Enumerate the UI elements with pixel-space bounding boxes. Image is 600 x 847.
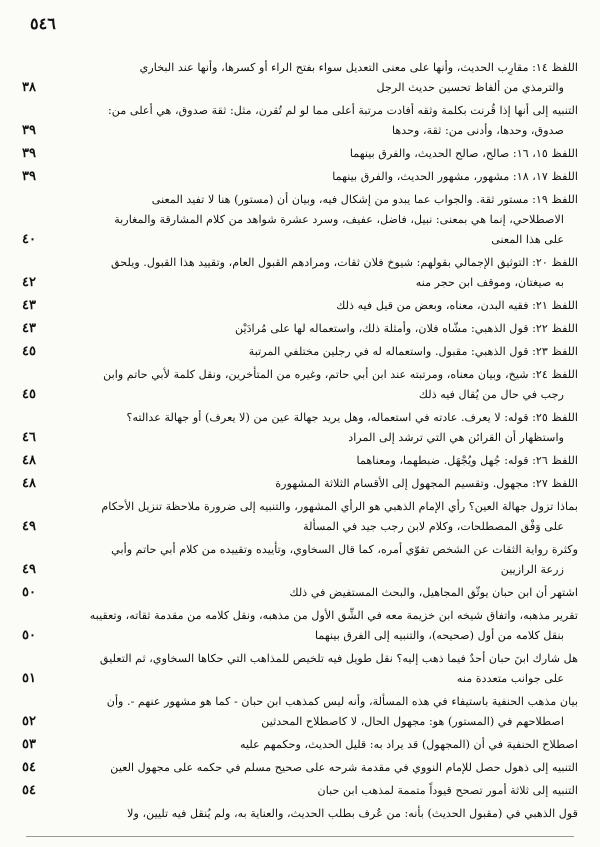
entry-line: واستظهار أن القرائن هي التي ترشد إلى المراد	[348, 431, 564, 444]
entry-text	[44, 451, 578, 471]
entry-page-number: ٥٤	[22, 760, 36, 775]
toc-entry	[22, 365, 578, 405]
entry-line: اللفظ ٢٢: قول الذهبي: مشّاه فلان، وأمثلة ذلك، واستعماله لها على مُرادَيْن	[234, 322, 578, 335]
entry-text	[44, 190, 578, 250]
entry-line: تقرير مذهبه، واتفاق شيخه ابن خزيمة معه في الشِّق الأول من مذهبه، ونقل كلامه من مقدمة ثقاته، وتعقيبه	[89, 609, 578, 622]
entry-page-number: ٤٣	[22, 298, 36, 313]
entry-line: هل شارك ابنَ حبان أحدٌ فيما ذهب إليه؟ نقل طويل فيه تلخيص للمذاهب التي حكاها السخاوي، ثم التعليق	[99, 652, 578, 665]
entry-line: اللفظ ٢٦: قوله: جُهل ويُجْهَل. ضبطهما، ومعناهما	[356, 454, 578, 467]
toc-entry	[22, 606, 578, 646]
entry-text	[44, 58, 578, 98]
entry-page-number: ٤٩	[22, 562, 36, 577]
entry-page-number: ٤٨	[22, 453, 36, 468]
entry-page-number: ٣٩	[22, 169, 36, 184]
entry-text	[44, 781, 578, 801]
entry-page-number: ٥٤	[22, 783, 36, 798]
toc-entry	[22, 451, 578, 471]
entry-page-number: ٤٦	[22, 430, 36, 445]
entry-line: صدوق، وحدها، وأدنى من: ثقة، وحدها	[391, 124, 564, 137]
toc-entry	[22, 58, 578, 98]
toc-entry	[22, 649, 578, 689]
entry-page-number: ٤٣	[22, 321, 36, 336]
entry-line: والترمذي من ألفاظ تحسين حديث الرجل	[376, 81, 564, 94]
entry-text	[44, 342, 578, 362]
entry-line: اصطلاح الحنفية في أن (المجهول) قد يراد به: قليل الحديث، وحكمهم عليه	[240, 738, 578, 751]
entry-line: اللفظ ١٩: مستور ثقة. والجواب عما يبدو من إشكال فيه، وبيان أن (مستور) هنا لا تفيد المعنى	[151, 193, 578, 206]
entry-page-number: ٤٥	[22, 387, 36, 402]
toc-entry	[22, 342, 578, 362]
toc-entry	[22, 190, 578, 250]
toc-entry	[22, 540, 578, 580]
entry-line: التنبيه إلى ذهول حصل للإمام النووي في مقدمة شرحه على صحيح مسلم في حكمه على مجهول العين	[110, 761, 578, 774]
entry-line: بنقل كلامه من أول (صحيحه)، والتنبيه إلى الفرق بينهما	[314, 629, 564, 642]
entry-text	[44, 296, 578, 316]
entry-text	[44, 167, 578, 187]
entry-page-number: ٣٨	[22, 80, 36, 95]
entry-page-number: ٥٢	[22, 714, 36, 729]
entry-text	[44, 692, 578, 732]
entry-page-number: ٣٩	[22, 123, 36, 138]
entry-line: بيان مذهب الحنفية باستيفاء في هذه المسألة، وأنه ليس كمذهب ابن حبان - كما هو مشهور عنهم -. وأن	[106, 695, 578, 708]
entry-text	[44, 474, 578, 494]
toc-entry	[22, 319, 578, 339]
entry-text	[44, 649, 578, 689]
entry-line: به صيغتان، وموقف ابن حجر منه	[415, 276, 564, 289]
entry-text	[44, 497, 578, 537]
toc-entry	[22, 804, 578, 824]
entry-text	[44, 583, 578, 603]
entry-line: قول الذهبي في (مقبول الحديث) بأنه: من عُرف بطلب الحديث، والعناية به، ولم يُنقل فيه تليين، ولا	[127, 807, 578, 820]
entry-line: اللفظ ٢٥: قوله: لا يعرف. عادته في استعماله، وهل يريد جهالة عين من (لا يعرف) أو جهالة عدالته؟	[126, 411, 578, 424]
toc-entry	[22, 144, 578, 164]
entry-line: اللفظ ١٤: مقارِب الحديث، وأنها على معنى التعديل سواء بفتح الراء أو كسرها، وأنها عند البخاري	[139, 61, 578, 74]
entry-text	[44, 758, 578, 778]
entry-page-number: ٤٨	[22, 476, 36, 491]
toc-entry	[22, 583, 578, 603]
entry-text	[44, 144, 578, 164]
entry-line: اللفظ ١٧، ١٨: مشهور، مشهور الحديث، والفرق بينهما	[332, 170, 578, 183]
entry-text	[44, 606, 578, 646]
entry-text	[44, 408, 578, 448]
entry-line: اللفظ ٢١: فقيه البدن، معناه، وبعض من قيل فيه ذلك	[336, 299, 578, 312]
entry-line: اللفظ ١٥، ١٦: صالح، صالح الحديث، والفرق بينهما	[349, 147, 578, 160]
toc-entry	[22, 408, 578, 448]
entry-page-number: ٥١	[22, 671, 36, 686]
entry-page-number: ٥٠	[22, 628, 36, 643]
entry-line: التنبيه إلى أنها إذا قُرنت بكلمة وثقه أفادت مرتبة أعلى مما لو لم تُقرن، مثل: ثقة صدوق، هي أعلى من:	[108, 104, 578, 117]
entry-page-number: ٣٩	[22, 146, 36, 161]
entry-page-number: ٤٢	[22, 275, 36, 290]
entry-line: التنبيه إلى ثلاثة أمور تصحح قيوداً متممة لمذهب ابن حبان	[317, 784, 578, 797]
entry-line: اللفظ ٢٠: التوثيق الإجمالي بقولهم: شيوخ فلان ثقات، ومرادهم القبول العام، وتقييد هذا القبول. ويلحق	[110, 256, 578, 269]
entry-page-number: ٤٥	[22, 344, 36, 359]
toc-entry	[22, 692, 578, 732]
page-number: ٥٤٦	[30, 14, 56, 33]
entry-text	[44, 735, 578, 755]
entry-line: اللفظ ٢٧: مجهول. وتقسيم المجهول إلى الأقسام الثلاثة المشهورة	[275, 477, 578, 490]
table-of-contents	[22, 58, 578, 827]
toc-entry	[22, 497, 578, 537]
entry-text	[44, 540, 578, 580]
toc-entry	[22, 296, 578, 316]
entry-text	[44, 319, 578, 339]
entry-line: اللفظ ٢٣: قول الذهبي: مقبول. واستعماله له في رجلين مختلفي المرتبة	[248, 345, 578, 358]
entry-line: اصطلاحهم في (المستور) هو: مجهول الحال، لا كاصطلاح المحدثين	[261, 715, 564, 728]
entry-line: رجب في حال من يُقال فيه ذلك	[418, 388, 564, 401]
entry-page-number: ٥٣	[22, 737, 36, 752]
toc-entry	[22, 735, 578, 755]
toc-entry	[22, 101, 578, 141]
entry-line: اشتهر أن ابن حبان يوثّق المجاهيل، والبحث المستفيض في ذلك	[289, 586, 578, 599]
entry-page-number: ٤٠	[22, 232, 36, 247]
entry-line: بماذا تزول جهالة العين؟ رأي الإمام الذهبي هو الرأي المشهور، والتنبيه إلى ضرورة ملاحظة تنزيل الأحكام	[101, 500, 578, 513]
entry-gap	[22, 824, 578, 827]
bottom-rule	[26, 836, 574, 837]
entry-text	[44, 253, 578, 293]
entry-page-number: ٥٠	[22, 585, 36, 600]
entry-text	[44, 804, 578, 824]
toc-entry	[22, 253, 578, 293]
entry-line: اللفظ ٢٤: شيخ، وبيان معناه، ومرتبته عند ابن أبي حاتم، وغيره من المتأخرين، ونقل كلمة لأبي حاتم وابن	[103, 368, 578, 381]
entry-line: الاصطلاحي، إنما هي بمعنى: نبيل، فاضل، عفيف، وسرد عشرة شواهد من كلام المشارقة والمغاربة	[114, 213, 564, 226]
entry-page-number: ٤٩	[22, 519, 36, 534]
entry-line: على جوانب متعددة منه	[456, 672, 564, 685]
entry-line: زرعة الرازيين	[500, 563, 564, 576]
entry-line: وكثرة رواية الثقات عن الشخص تقوّي أمره، كما قال السخاوي، وتأييده وتقييده من كلام أبي حاتم وأبي	[111, 543, 578, 556]
toc-entry	[22, 758, 578, 778]
entry-line: على هذا المعنى	[491, 233, 564, 246]
entry-text	[44, 365, 578, 405]
toc-entry	[22, 781, 578, 801]
entry-text	[44, 101, 578, 141]
toc-entry	[22, 167, 578, 187]
toc-entry	[22, 474, 578, 494]
entry-line: على وَفْق المصطلحات، وكلام لابن رجب جيد في المسألة	[303, 520, 564, 533]
